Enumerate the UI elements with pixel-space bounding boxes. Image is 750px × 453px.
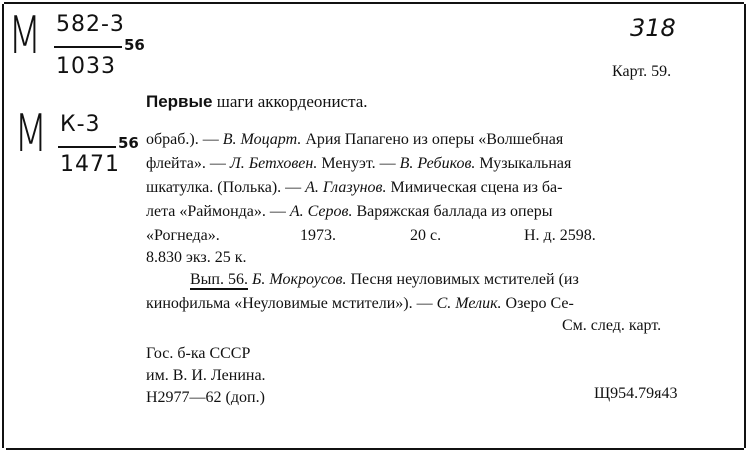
author-name: А. Серов. (289, 203, 353, 220)
text-segment: лета «Раймонда». — (146, 203, 290, 220)
print-run-price: 8.830 экз. 25 к. (146, 249, 247, 266)
library-name: Гос. б-ка СССР (146, 345, 251, 362)
handwritten-number-bottom: 1471 (60, 152, 120, 177)
body-line-2 (146, 154, 571, 174)
card-number: Карт. 59. (612, 63, 672, 80)
card-border-bottom (6, 448, 744, 450)
print-number: Н. д. 2598. (524, 227, 596, 244)
library-dedication: им. В. И. Ленина. (146, 367, 266, 384)
handwritten-number-top: 1033 (56, 54, 116, 79)
body-line-5-work: «Рогнеда». (146, 227, 220, 244)
body-line-8 (146, 294, 574, 314)
text-segment: Озеро Се- (501, 295, 574, 312)
text-segment: Ария Папагено из оперы «Волшебная (301, 131, 564, 148)
text-segment: флейта». — (146, 155, 230, 172)
handwritten-code-top: 582-3 (56, 12, 125, 37)
author-name: С. Мелик. (436, 295, 502, 312)
see-next-card: См. след. карт. (562, 317, 662, 334)
handwritten-code-bottom: К-3 (60, 112, 101, 137)
book-title (146, 92, 368, 112)
classification-code: Щ954.79я43 (594, 385, 678, 402)
text-segment: Песня неуловимых мстителей (из (346, 271, 579, 288)
library-code: Н2977—62 (доп.) (146, 389, 265, 406)
handwritten-fraction-line-top (54, 46, 122, 48)
author-name: А. Глазунов. (305, 179, 387, 196)
card-border-right (744, 4, 746, 448)
text-segment: Варяжская баллада из оперы (352, 203, 553, 220)
author-name: В. Ребиков. (399, 155, 476, 172)
text-segment: Менуэт. — (317, 155, 400, 172)
handwritten-corner-number: 318 (630, 14, 676, 42)
author-name: Б. Мокроусов. (251, 271, 347, 288)
publication-year: 1973. (300, 227, 336, 244)
card-border-left (2, 4, 4, 448)
card-border-top (4, 2, 744, 4)
issue-number: Вып. 56. (190, 271, 248, 288)
book-title-rest: шаги аккордеониста. (212, 92, 368, 111)
handwritten-fraction-line-bottom (58, 146, 116, 148)
text-segment: обраб.). — (146, 131, 223, 148)
body-line-3 (146, 178, 562, 198)
handwritten-mark-top: 56 (124, 36, 145, 54)
page-count: 20 с. (410, 227, 442, 244)
handwritten-letter-bottom: М (14, 104, 48, 164)
handwritten-letter-top: М (8, 6, 42, 66)
text-segment: Музыкальная (475, 155, 572, 172)
text-segment: шкатулка. (Полька). — (146, 179, 306, 196)
book-title-bold: Первые (146, 92, 213, 111)
author-name: В. Моцарт. (222, 131, 302, 148)
body-line-7 (190, 270, 579, 290)
body-line-1 (146, 130, 563, 150)
handwritten-mark-bottom: 56 (118, 134, 139, 152)
author-name: Л. Бетховен. (229, 155, 318, 172)
text-segment: кинофильма «Неуловимые мстители»). — (146, 295, 437, 312)
text-segment: Мимическая сцена из ба- (386, 179, 563, 196)
body-line-4 (146, 202, 552, 222)
